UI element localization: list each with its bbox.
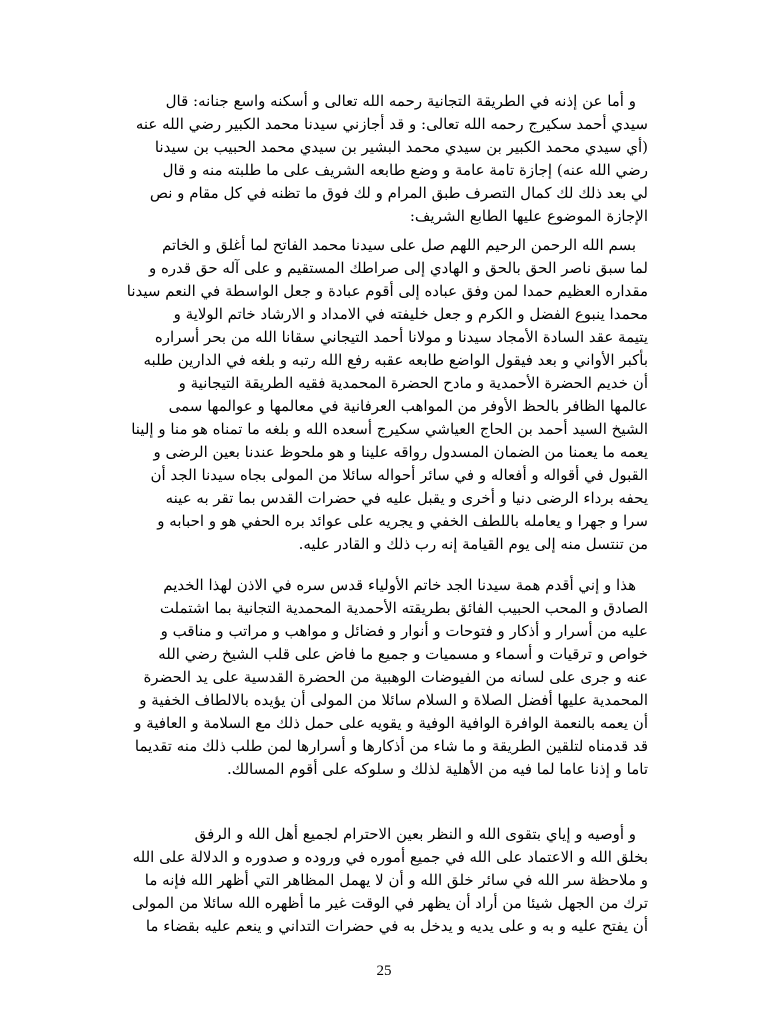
text-line: و ملاحظة سر الله في سائر خلق الله و أن لا يهمل المظاهر التي أظهر الله فإنه ما bbox=[144, 871, 648, 889]
paragraph-advice bbox=[118, 823, 648, 938]
text-line: سرا و جهرا و يعامله باللطف الخفي و يجريه على عوائد بره الحفي هو و احبابه و bbox=[157, 512, 648, 530]
text-line: تاما و إذنا عاما لما فيه من الأهلية لذلك و سلوكه على أقوم المسالك. bbox=[227, 760, 648, 778]
text-line: الشيخ السيد أحمد بن الحاج العياشي سكيرج أسعده الله و بلغه ما تمناه هو منا و إلينا bbox=[131, 420, 648, 438]
paragraph-ijaza-text bbox=[118, 234, 648, 556]
text-line: من تنتسل منه إلى يوم القيامة إنه رب ذلك و القادر عليه. bbox=[298, 535, 648, 553]
text-line: (أي سيدي محمد الكبير بن سيدي محمد البشير بن سيدي محمد الحبيب بن سيدنا bbox=[154, 138, 648, 156]
text-line: ترك من الجهل شيئا من أراد أن يظهر في الوقت غير ما أظهره الله سائلا من المولى bbox=[131, 894, 648, 912]
text-line: لي بعد ذلك لك كمال التصرف طبق المرام و لك فوق ما تظنه في كل مقام و نص bbox=[149, 184, 648, 202]
text-line: يحفه برداء الرضى دنيا و أخرى و يقبل عليه في حضرات القدس بما تقر به عينه bbox=[165, 489, 648, 507]
paragraph-ijaza-intro bbox=[118, 90, 648, 228]
text-line: يتيمة عقد السادة الأمجاد سيدنا و مولانا أحمد التيجاني سقانا الله من بحر أسراره bbox=[154, 328, 648, 346]
text-line: بخلق الله و الاعتماد على الله في جميع أموره في وروده و صدوره و الدلالة على الله bbox=[132, 848, 648, 866]
text-line: الصادق و المحب الحبيب الفائق بطريقته الأحمدية المحمدية التجانية بما اشتملت bbox=[159, 599, 648, 617]
text-line: قد قدمناه لتلقين الطريقة و ما شاء من أذكارها و أسرارها لمن طلب ذلك منه تقديما bbox=[134, 737, 648, 755]
text-line: أن يعمه بالنعمة الوافرة الوافية الوفية و يقويه على حمل ذلك مع السلامة و العافية و bbox=[134, 714, 648, 732]
text-line: خواص و ترقيات و أسماء و مسميات و جميع ما فاض على قلب الشيخ رضي الله bbox=[158, 645, 648, 663]
text-line: لما سبق ناصر الحق بالحق و الهادي إلى صراطك المستقيم و على آله حق قدره و bbox=[148, 259, 648, 277]
text-line: عالمها الظافر بالحظ الأوفر من المواهب العرفانية في معالمها و عوالمها سمى bbox=[168, 397, 648, 415]
text-line: محمدا ينبوع الفضل و الكرم و جعل خليفته في الامداد و الارشاد خاتم الولاية و bbox=[173, 305, 648, 323]
text-line: عنه و جرى على لسانه من الفيوضات الوهبية من الحضرة القدسية على يد الحضرة bbox=[143, 668, 648, 686]
text-line: أن يفتح عليه و به و على يديه و يدخل به في حضرات التداني و ينعم عليه بقضاء ما bbox=[145, 917, 648, 935]
paragraph-permission bbox=[118, 574, 648, 781]
text-line: رضي الله عنه) إجازة تامة عامة و وضع طابعه الشريف على ما طلبته منه و قال bbox=[162, 161, 648, 179]
text-line: و أوصيه و إياي بتقوى الله و النظر بعين الاحترام لجميع أهل الله و الرفق bbox=[194, 825, 636, 843]
text-line: أن خديم الحضرة الأحمدية و مادح الحضرة المحمدية فقيه الطريقة التيجانية و bbox=[178, 374, 648, 392]
text-line: مقداره العظيم حمدا لمن وفق عباده إلى أقوم عبادة و جعل الواسطة في النعم سيدنا bbox=[126, 282, 648, 300]
text-line: بسم الله الرحمن الرحيم اللهم صل على سيدنا محمد الفاتح لما أغلق و الخاتم bbox=[162, 236, 636, 254]
text-line: عليه من أسرار و أذكار و فتوحات و أنوار و فضائل و مواهب و مراتب و مناقب و bbox=[160, 622, 648, 640]
page-number: 25 bbox=[376, 963, 392, 979]
text-line: المحمدية عليها أفضل الصلاة و السلام سائلا من المولى أن يؤيده بالالطاف الخفية و bbox=[139, 691, 648, 709]
text-line: بأكبر الأواني و بعد فيقول الواضع طابعه عقبه رفع الله رتبه و بلغه في الدارين طلبه bbox=[143, 351, 648, 369]
text-line: يعمه ما يعمنا من الضمان المسدول رواقه علينا و هو ملحوظ عندنا بعين الرضى و bbox=[153, 443, 648, 461]
text-line: الإجازة الموضوع عليها الطابع الشريف: bbox=[409, 207, 648, 225]
text-line: سيدي أحمد سكيرج رحمه الله تعالى: و قد أجازني سيدنا محمد الكبير رضي الله عنه bbox=[135, 115, 648, 133]
text-line: هذا و إني أقدم همة سيدنا الجد خاتم الأولياء قدس سره في الاذن لهذا الخديم bbox=[163, 576, 636, 594]
text-line: و أما عن إذنه في الطريقة التجانية رحمه الله تعالى و أسكنه واسع جنانه: قال bbox=[165, 92, 636, 110]
text-line: القبول في أقواله و أفعاله و في سائر أحواله سائلا من المولى بجاه سيدنا الجد أن bbox=[150, 466, 648, 484]
